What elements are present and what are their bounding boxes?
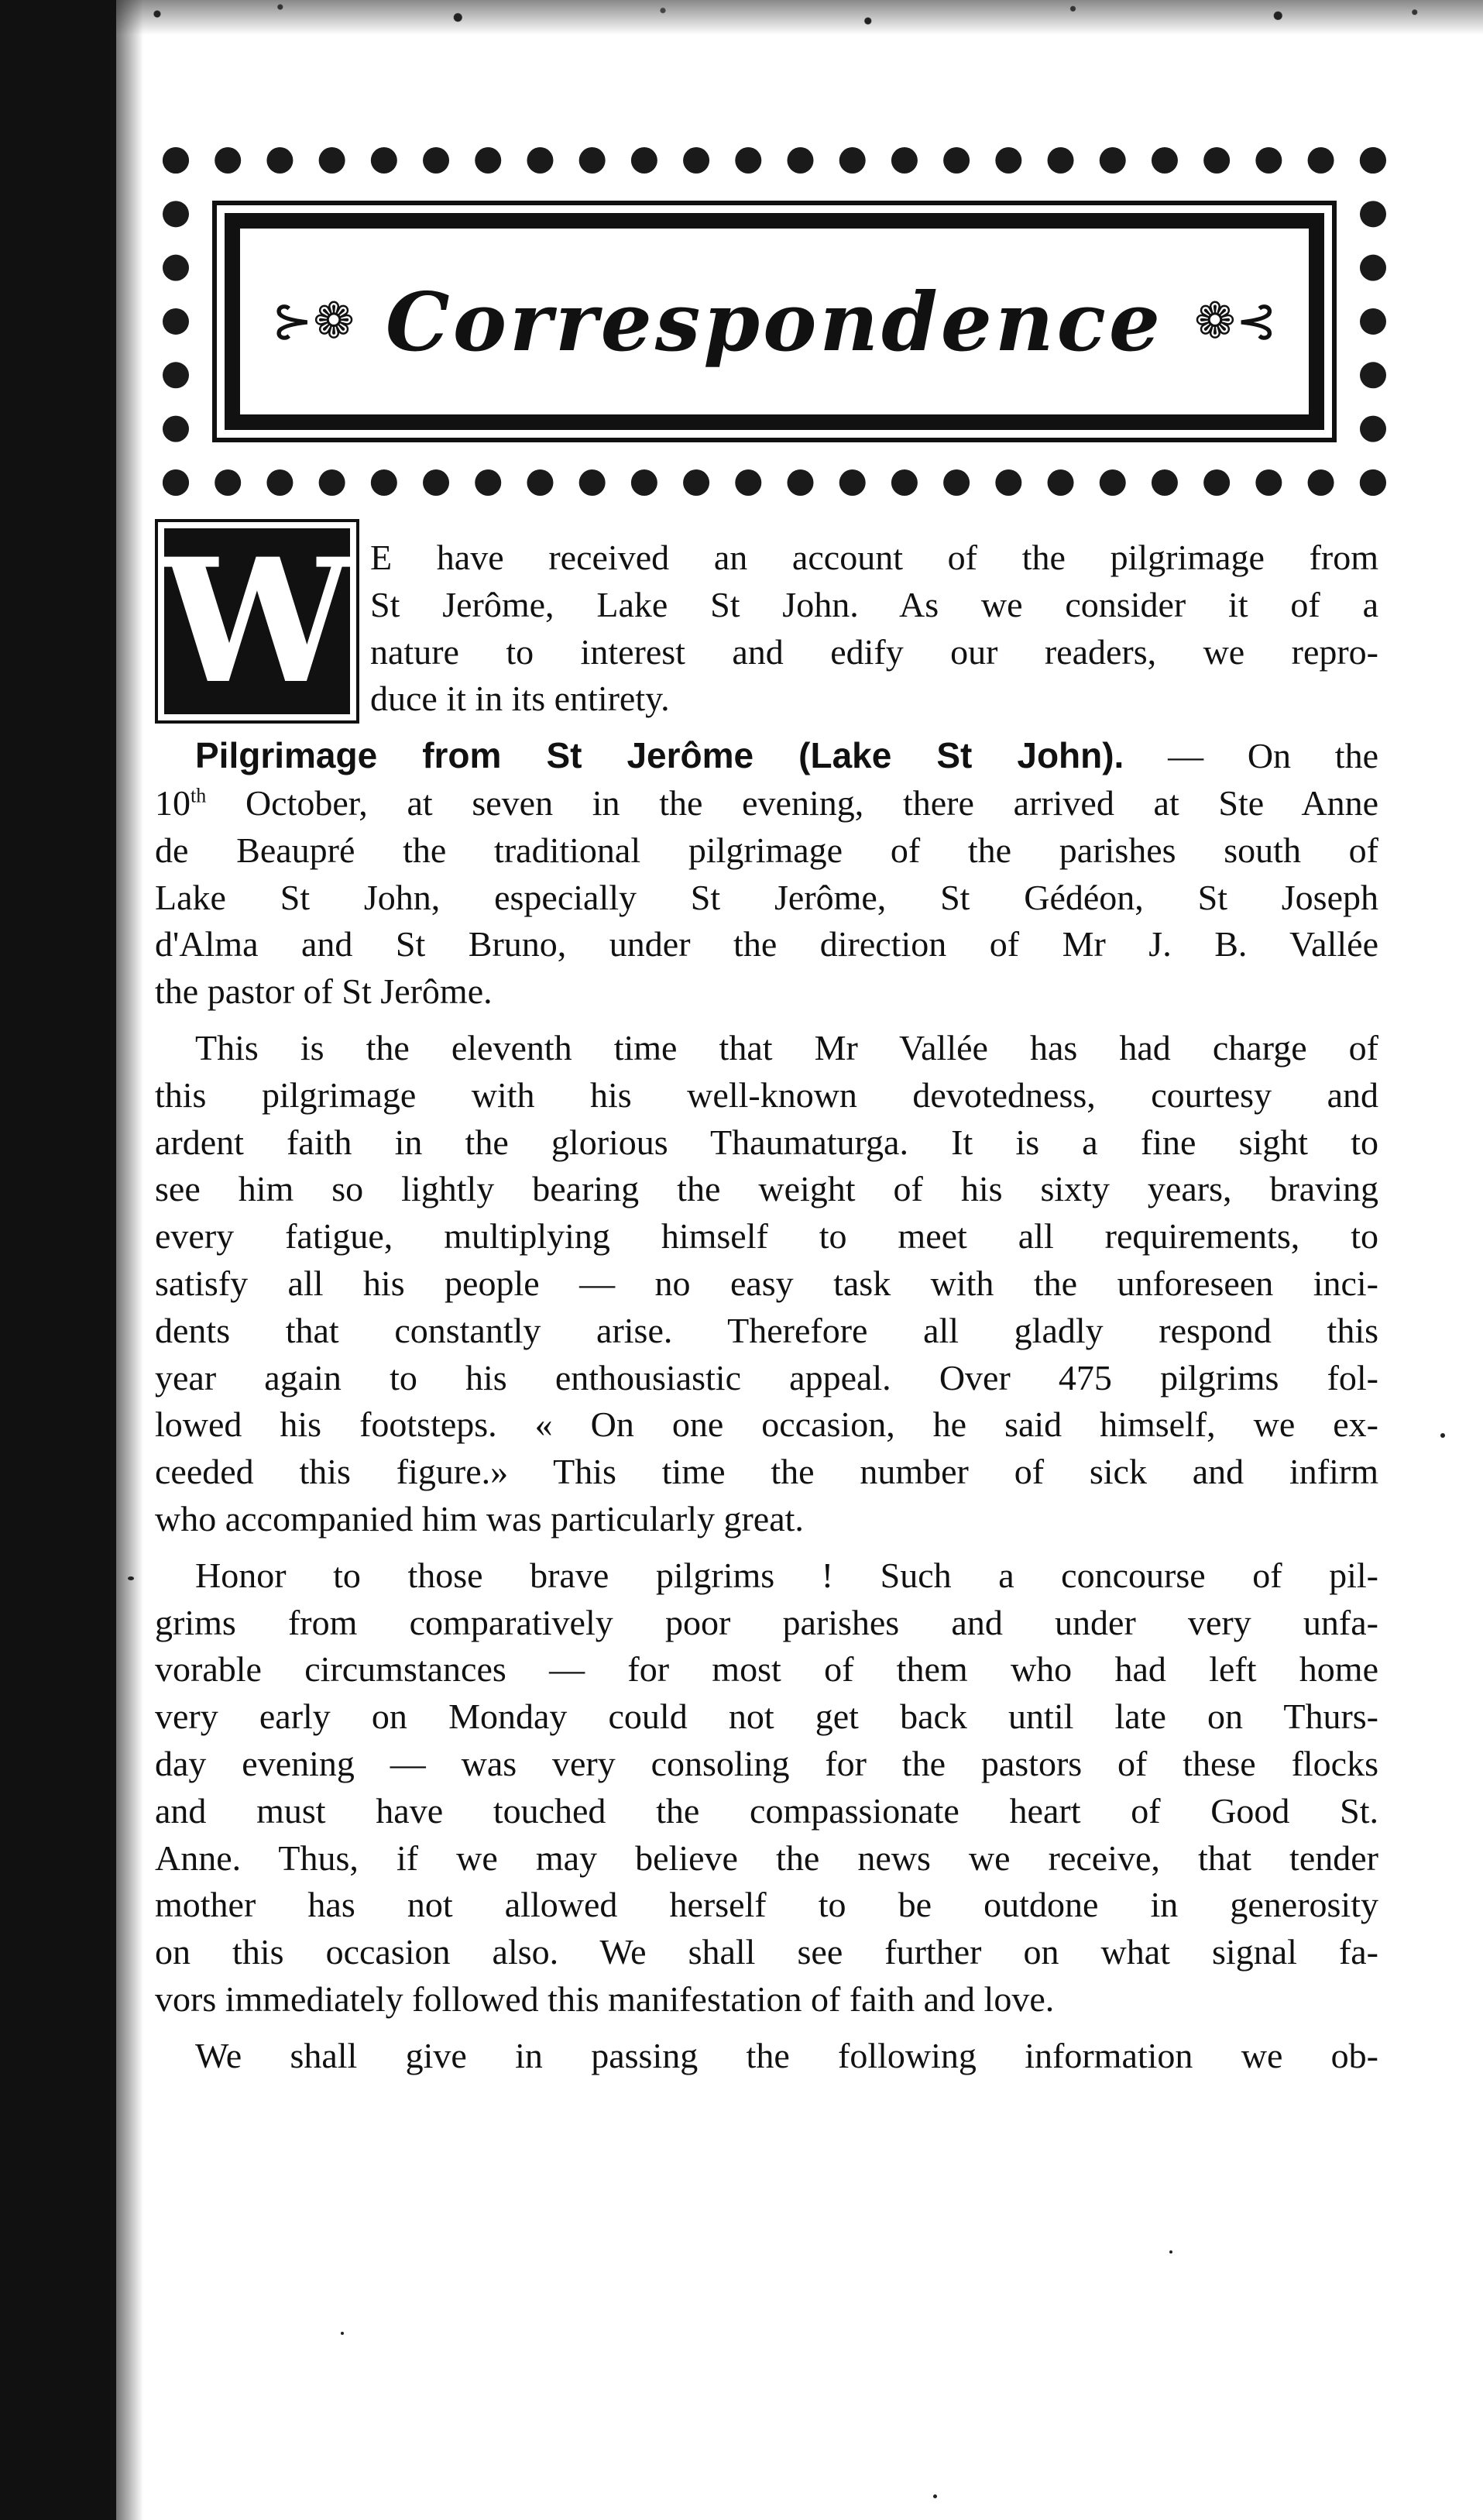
section-heading: Pilgrimage from St Jerôme (Lake St John). <box>195 735 1124 776</box>
text-line: satisfy all his people — no easy task with the unforeseen inci- <box>155 1263 1378 1303</box>
text-line: every fatigue, multiplying himself to meet all requirements, to <box>155 1216 1378 1257</box>
text-line: St Jerôme, Lake St John. As we consider it of a <box>370 584 1378 624</box>
date-day: 10 <box>155 782 191 823</box>
text-line: duce it in its entirety. <box>370 679 670 719</box>
text-line: the pastor of St Jerôme. <box>155 971 493 1012</box>
text-line: nature to interest and edify our readers, we repro- <box>370 631 1378 672</box>
scan-speck <box>341 2332 344 2335</box>
text-line: Lake St John, especially St Jerôme, St Gédéon, St Joseph <box>155 877 1378 917</box>
scan-speck <box>1169 2250 1172 2254</box>
text-line: d'Alma and St Bruno, under the direction of Mr J. B. Vallée <box>155 924 1378 964</box>
text-line: grims from comparatively poor parishes and under very unfa- <box>155 1602 1378 1642</box>
text-line: year again to his enthousiastic appeal. Over 475 pilgrims fol- <box>155 1357 1378 1398</box>
text-line: very early on Monday could not get back until late on Thurs- <box>155 1697 1378 1737</box>
text-fragment: — On the <box>1124 736 1378 776</box>
text-line: vors immediately followed this manifestation of faith and love. <box>155 1979 1055 2019</box>
text-line: Anne. Thus, if we may believe the news we receive, that tender <box>155 1838 1378 1878</box>
text-line: this pilgrimage with his well-known devotedness, courtesy and <box>155 1074 1378 1115</box>
header-title-panel <box>225 213 1324 430</box>
scan-left-edge-shadow <box>116 0 143 2520</box>
paragraph-pilgrimage <box>155 732 1378 1016</box>
text-line: ardent faith in the glorious Thaumaturga. It is a fine sight to <box>155 1122 1378 1162</box>
text-line: vorable circumstances — for most of them who had left home <box>155 1649 1378 1690</box>
text-line: Honor to those brave pilgrims ! Such a concourse of pil- <box>195 1555 1378 1595</box>
floral-ornament-left-icon: ⊱❁ <box>271 293 355 350</box>
text-line <box>155 780 1378 827</box>
text-line: dents that constantly arise. Therefore all gladly respond this <box>155 1310 1378 1350</box>
article-body <box>155 521 1378 2080</box>
scan-speck <box>933 2494 937 2498</box>
drop-cap-letter: W <box>161 521 353 721</box>
text-line: We shall give in passing the following information we ob- <box>195 2035 1378 2075</box>
paragraph-honor <box>155 1552 1378 2023</box>
scan-left-edge <box>0 0 116 2520</box>
text-line: ceeded this figure.» This time the number of sick and infirm <box>155 1452 1378 1492</box>
paragraph-intro <box>155 521 1378 723</box>
scan-top-noise <box>116 0 1483 35</box>
text-line: mother has not allowed herself to be outdone in generosity <box>155 1885 1378 1925</box>
text-line: This is the eleventh time that Mr Vallée has had charge of <box>195 1027 1378 1067</box>
scan-speck <box>1440 1433 1445 1438</box>
paragraph-vallee <box>155 1025 1378 1543</box>
text-line: E have received an account of the pilgrimage from <box>370 538 1378 577</box>
text-line: day evening — was very consoling for the pastors of these flocks <box>155 1743 1378 1783</box>
page-title: Correspondence <box>385 273 1164 370</box>
text-line: de Beaupré the traditional pilgrimage of the parishes south of <box>155 830 1378 870</box>
text-fragment: October, at seven in the evening, there arrived at Ste Anne <box>245 782 1378 823</box>
text-line: see him so lightly bearing the weight of his sixty years, braving <box>155 1169 1378 1209</box>
text-line: who accompanied him was particularly great. <box>155 1498 804 1538</box>
text-line: on this occasion also. We shall see further on what signal fa- <box>155 1932 1378 1972</box>
paragraph-continued <box>155 2033 1378 2080</box>
date-suffix: th <box>191 784 207 807</box>
text-line: and must have touched the compassionate heart of Good St. <box>155 1790 1378 1831</box>
text-line: lowed his footsteps. « On one occasion, he said himself, we ex- <box>155 1404 1378 1445</box>
scan-speck <box>128 1576 134 1580</box>
floral-ornament-right-icon: ❁⊰ <box>1194 293 1278 350</box>
text-line <box>155 732 1378 780</box>
